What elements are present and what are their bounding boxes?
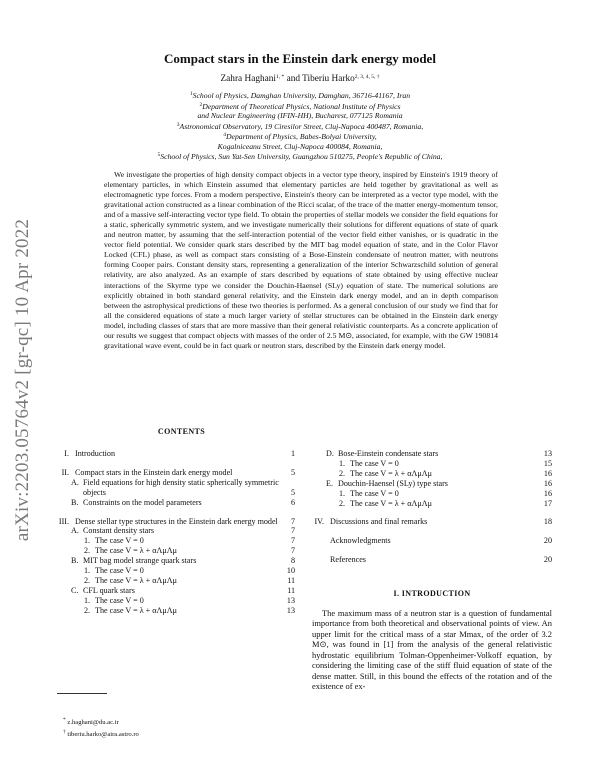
toc-entry-title: Constraints on the model parameters xyxy=(83,497,202,507)
affiliation-line xyxy=(60,111,540,121)
footnote-email[interactable]: z.haghani@du.ac.ir xyxy=(65,719,119,726)
affiliation-text: School of Physics, Sun Yat-Sen University, Guangzhou 510275, People's Republic of China, xyxy=(160,152,443,161)
abstract xyxy=(104,170,498,351)
toc-entry-number: B. xyxy=(71,556,79,566)
author-2-name: Tiberiu Harko xyxy=(302,74,355,84)
author-1-name: Zahra Haghani xyxy=(220,74,276,84)
toc-entry-page: 5 xyxy=(290,487,295,497)
toc-entry-number: I. xyxy=(64,449,69,458)
toc-entry-number: II. xyxy=(61,467,69,477)
toc-entry[interactable] xyxy=(312,469,552,479)
toc-entry-title: The case V = λ + αΛμΛμ xyxy=(350,498,432,508)
toc-entry-number: 2. xyxy=(339,468,346,478)
toc-entry-page: 8 xyxy=(290,556,295,566)
toc-entry-title: MIT bag model strange quark stars xyxy=(83,556,197,566)
paper-title: Compact stars in the Einstein dark energy model xyxy=(164,51,436,66)
toc-entry-page: 20 xyxy=(543,555,552,565)
toc-entry-title: The case V = 0 xyxy=(95,536,144,546)
toc-entry-page: 17 xyxy=(543,498,552,508)
footnote xyxy=(57,728,139,740)
section-heading-introduction: I. INTRODUCTION xyxy=(393,589,471,598)
toc-entry-title: Dense stellar type structures in the Einstein dark energy model xyxy=(75,516,278,526)
footnote-separator xyxy=(57,693,107,694)
toc-entry-title: Compact stars in the Einstein dark energy model xyxy=(75,467,233,477)
affiliation-number: 3 xyxy=(176,121,180,128)
toc-entry[interactable] xyxy=(312,536,552,546)
toc-entry[interactable] xyxy=(57,478,295,498)
contents-heading: CONTENTS xyxy=(157,427,206,436)
toc-entry-number: IV. xyxy=(314,517,324,527)
toc-entry-title: Discussions and final remarks xyxy=(330,517,428,527)
toc-entry-page: 7 xyxy=(290,546,295,556)
affiliation-number: 4 xyxy=(223,132,226,138)
toc-entry[interactable] xyxy=(57,596,295,606)
toc-entry[interactable] xyxy=(57,556,295,566)
toc-entry-title: The case V = 0 xyxy=(350,458,399,468)
toc-entry[interactable] xyxy=(57,576,295,586)
affiliation-text: and Nuclear Engineering (IFIN-HH), Bucharest, 077125 Romania xyxy=(197,111,403,120)
toc-entry-page: 7 xyxy=(290,526,295,536)
toc-entry-number: 2. xyxy=(84,546,91,556)
toc-entry-title: Field equations for high density static spherically symmetric objects xyxy=(83,477,279,497)
toc-entry-page: 7 xyxy=(290,536,295,546)
toc-entry-title: The case V = 0 xyxy=(95,566,144,576)
toc-column-right xyxy=(312,449,552,565)
toc-entry[interactable] xyxy=(57,468,295,478)
toc-entry-number: 2. xyxy=(84,575,91,585)
toc-entry-number: A. xyxy=(71,477,79,487)
toc-entry-number: D. xyxy=(326,449,334,458)
author-conjunction: and xyxy=(286,74,300,84)
toc-entry-page: 5 xyxy=(290,467,295,477)
toc-entry[interactable] xyxy=(312,499,552,509)
toc-column-left xyxy=(57,449,295,616)
toc-entry-page: 11 xyxy=(287,585,295,595)
toc-entry-page: 16 xyxy=(543,478,552,488)
toc-entry-number: 2. xyxy=(339,498,346,508)
footnote-mark: † xyxy=(63,728,66,735)
toc-entry-title: The case V = λ + αΛμΛμ xyxy=(350,468,432,478)
toc-entry-title: Introduction xyxy=(75,449,116,458)
affiliation-line xyxy=(60,101,540,112)
affiliation-line xyxy=(60,131,540,142)
toc-entry[interactable] xyxy=(57,546,295,556)
toc-entry-page: 7 xyxy=(290,516,295,526)
arxiv-id-text: arXiv:2203.05764v2 [gr-qc] 10 Apr 2022 xyxy=(12,218,34,542)
toc-entry-page: 6 xyxy=(290,497,295,507)
toc-entry-title: Acknowledgments xyxy=(330,536,391,546)
author-2-affil-marks: 2, 3, 4, 5, † xyxy=(354,74,380,80)
toc-entry-page: 16 xyxy=(543,468,552,478)
toc-entry-page: 13 xyxy=(286,595,295,605)
toc-entry-number: 1. xyxy=(339,458,346,468)
affiliation-line xyxy=(60,142,540,152)
affiliation-line xyxy=(60,90,540,101)
toc-entry[interactable] xyxy=(57,606,295,616)
toc-entry-number: 2. xyxy=(84,605,91,615)
toc-entry-number: C. xyxy=(71,585,79,595)
abstract-text: We investigate the properties of high density compact objects in a vector type theory, inspired by Einstein's 1919 theory of elementary particles, in which Einstein assumed that elementary particles are held together by gravitational as well as electromagnetic type forces. From a modern perspective, Einstein's theory can be interpreted as a vector type model, with the gravitational action constructed as a linear combination of the Ricci scalar, of the trace of the matter energy-momentum tensor, and of a massive self-interacting vector type field. To obtain the properties of stellar models we consider the field equations for a static, spherically symmetric system, and we investigate numerically their solutions for different equations of state of quark and neutron matter, by assuming that the self-interaction potential of the vector field either vanishes, or is quadratic in the vector field potential. We consider quark stars described by the MIT bag model equation of state, and in the Color Flavor Locked (CFL) phase, as well as compact stars consisting of a Bose-Einstein condensate of neutron matter, with neutrons forming Cooper pairs. Constant density stars, representing a generalization of the interior Schwarzschild solution of general relativity, are also analyzed. As an example of stars described by equations of state obtained by using effective nuclear interactions of the Skyrme type we consider the Douchin-Haensel (SLy) equation of state. The numerical solutions are explicitly obtained in both standard general relativity, and the Einstein dark energy model, and an in depth comparison between the astrophysical predictions of these two theories is performed. As a general conclusion of our study we find that for all the considered equations of state a much larger variety of stellar structures can be obtained in the Einstein dark energy model, including classes of stars that are more massive than their general relativistic counterparts. As a concrete application of our results we suggest that compact objects with masses of the order of 2.5 M⊙, associated, for example, with the GW 190814 gravitational wave event, could be in fact quark or neutron stars, described by the Einstein dark energy model. xyxy=(104,170,498,350)
affiliation-line xyxy=(60,121,540,132)
toc-entry[interactable] xyxy=(57,536,295,546)
author-1-affil-marks: 1, * xyxy=(275,74,285,80)
affiliation-text: School of Physics, Damghan University, Damghan, 36716-41167, Iran xyxy=(192,91,411,100)
toc-entry-title: The case V = λ + αΛμΛμ xyxy=(95,575,177,585)
affiliation-text: Department of Theoretical Physics, National Institute of Physics xyxy=(202,101,401,111)
toc-entry[interactable] xyxy=(57,566,295,576)
footnote-mark: * xyxy=(63,717,66,723)
toc-entry-page: 18 xyxy=(543,517,552,527)
toc-entry[interactable] xyxy=(312,555,552,565)
toc-entry[interactable] xyxy=(57,517,295,527)
toc-entry-title: The case V = λ + αΛμΛμ xyxy=(95,605,177,615)
affiliation-text: Department of Physics, Babes-Bolyai University, xyxy=(226,132,377,141)
affiliation-number: 1 xyxy=(189,91,193,97)
toc-entry[interactable] xyxy=(312,489,552,499)
toc-entry-page: 1 xyxy=(290,449,295,458)
arxiv-identifier-stamp xyxy=(8,190,38,570)
affiliation-text: Kogalniceanu Street, Cluj-Napoca 400084, Romania, xyxy=(217,141,383,151)
toc-entry-title: The case V = λ + αΛμΛμ xyxy=(95,546,177,556)
toc-entry-page: 13 xyxy=(543,449,552,458)
toc-entry-title: Douchin-Haensel (SLy) type stars xyxy=(338,478,448,488)
affiliation-text: Astronomical Observatory, 19 Ciresilor Street, Cluj-Napoca 400487, Romania, xyxy=(179,121,424,131)
toc-entry-title: CFL quark stars xyxy=(83,585,135,595)
introduction-paragraph: The maximum mass of a neutron star is a question of fundamental importance from both theoretical and observational points of view. An upper limit for the critical mass of a star Mmax, of the order of 3.2 M⊙, was found in [1] from the analysis of the general relativistic hydrostatic equilibrium Tolman-Oppenheimer-Volkoff equation, by considering the limiting case of the stiff fluid equation of state of the dense matter. Still, in this bound the effects of the rotation and of the existence of ex- xyxy=(312,608,552,692)
toc-entry-number: A. xyxy=(71,526,79,536)
toc-entry-page: 10 xyxy=(286,566,295,576)
toc-entry-number: III. xyxy=(58,516,69,526)
toc-entry-number: E. xyxy=(326,478,333,488)
footnote-email[interactable]: tiberiu.harko@aira.astro.ro xyxy=(65,730,139,738)
toc-entry-page: 11 xyxy=(287,575,295,585)
toc-entry[interactable] xyxy=(312,517,552,527)
toc-entry-page: 20 xyxy=(543,536,552,546)
toc-entry-page: 13 xyxy=(286,605,295,615)
toc-entry-number: 1. xyxy=(84,566,91,576)
affiliation-number: 2 xyxy=(199,101,203,108)
toc-entry-page: 16 xyxy=(543,488,552,498)
footnote xyxy=(57,716,139,728)
affiliation-number: 5 xyxy=(157,152,161,158)
toc-entry-number: B. xyxy=(71,497,79,507)
author-line xyxy=(0,74,600,84)
toc-entry-title: Bose-Einstein condensate stars xyxy=(338,449,439,458)
affiliation-line xyxy=(60,151,540,162)
toc-entry-title: Constant density stars xyxy=(83,526,155,536)
toc-entry[interactable] xyxy=(312,449,552,459)
toc-entry-number: 1. xyxy=(339,488,346,498)
toc-entry[interactable] xyxy=(57,449,295,459)
toc-entry[interactable] xyxy=(312,479,552,489)
toc-entry[interactable] xyxy=(312,459,552,469)
toc-entry-number: 1. xyxy=(84,595,91,605)
toc-entry[interactable] xyxy=(57,526,295,536)
toc-entry-title: References xyxy=(330,555,366,565)
toc-entry[interactable] xyxy=(57,498,295,508)
introduction-body xyxy=(312,608,552,692)
footnotes xyxy=(57,716,139,739)
affiliation-list xyxy=(60,90,540,162)
toc-entry[interactable] xyxy=(57,586,295,596)
toc-entry-title: The case V = 0 xyxy=(350,488,399,498)
toc-entry-number: 1. xyxy=(84,536,91,546)
toc-entry-page: 15 xyxy=(543,458,552,468)
toc-entry-title: The case V = 0 xyxy=(95,595,144,605)
